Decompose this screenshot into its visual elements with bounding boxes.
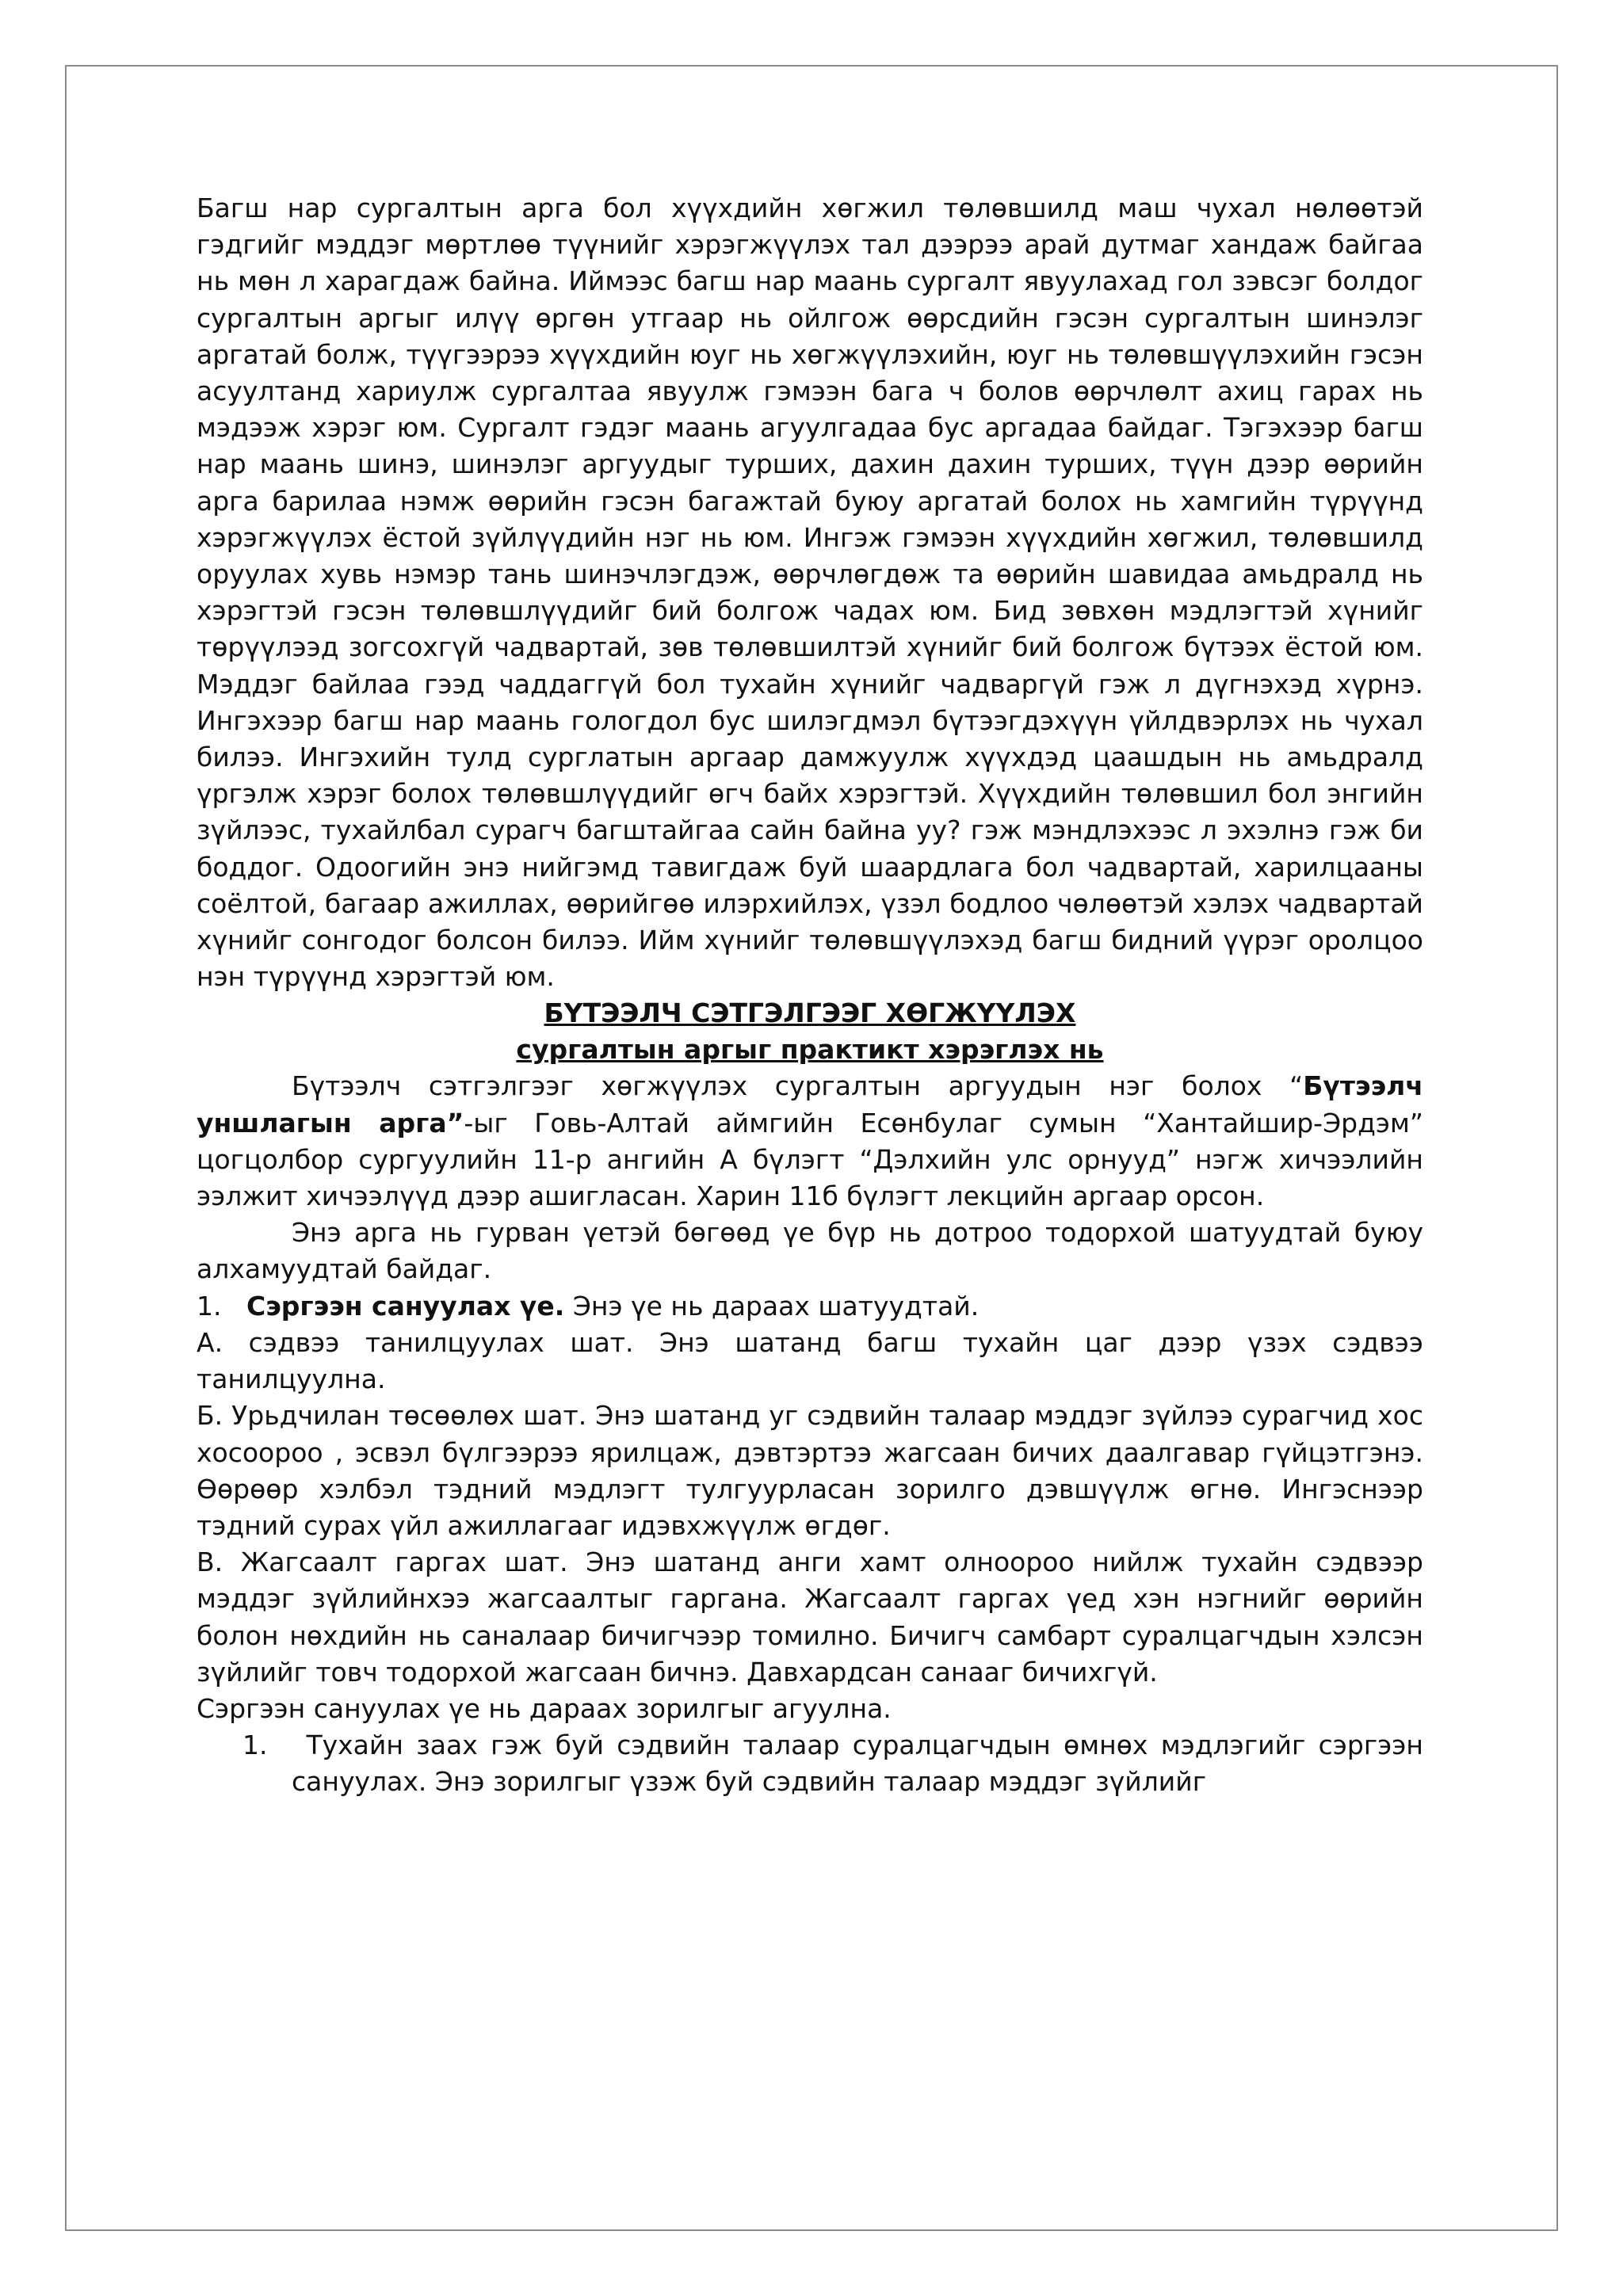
stage-1-rest: Энэ үе нь дараах шатуудтай.	[564, 1290, 980, 1322]
goal-item-1	[242, 1727, 1423, 1800]
method-name: Бүтээлч уншлагын арга”	[197, 1070, 1423, 1138]
document-body	[197, 190, 1423, 1801]
goals-intro: Сэргээн сануулах үе нь дараах зорилгыг агуулна.	[197, 1692, 892, 1724]
body-paragraph-2: Энэ арга нь гурван үетэй бөгөөд үе бүр нь дотроо тодорхой шатуудтай буюу алхамуудтай байдаг.	[197, 1217, 1423, 1285]
goal-item-1-number: 1.	[242, 1730, 268, 1761]
stage-1-title: Сэргээн сануулах үе.	[246, 1290, 565, 1322]
p1-rest: -ыг Говь-Алтай аймгийн Есөнбулаг сумын “Хантайшир-Эрдэм” цогцолбор сургуулийн 11-р ангийн А бүлэгт “Дэлхийн улс орнууд” нэгж хичээлийн ээлжит хичээлүүд дээр ашигласан. Харин 11б бүлэгт лекцийн аргаар орсон.	[197, 1107, 1423, 1212]
body-paragraph-1	[197, 1068, 1423, 1215]
stage-1	[197, 1288, 1423, 1325]
goal-item-1-text: Тухайн заах гэж буй сэдвийн талаар суралцагчдын өмнөх мэдлэгийг сэргээн сануулах. Энэ зорилгыг үзэж буй сэдвийн талаар мэддэг зүйлийг	[292, 1730, 1423, 1798]
step-a: А. сэдвээ танилцуулах шат. Энэ шатанд багш тухайн цаг дээр үзэх сэдвээ танилцуулна.	[197, 1326, 1423, 1395]
intro-paragraph: Багш нар сургалтын арга бол хүүхдийн хөгжил төлөвшилд маш чухал нөлөөтэй гэдгийг мэддэг мөртлөө түүнийг хэрэгжүүлэх тал дээрээ арай дутмаг хандаж байгаа нь мөн л харагдаж байна. Иймээс багш нар маань сургалт явуулахад гол зэвсэг болдог сургалтын аргыг илүү өргөн утгаар нь ойлгож өөрсдийн гэсэн сургалтын шинэлэг аргатай болж, түүгээрээ хүүхдийн юуг нь хөгжүүлэхийн, юуг нь төлөвшүүлэхийн гэсэн асуултанд хариулж сургалтаа явуулж гэмээн бага ч болов өөрчлөлт ахиц гарах нь мэдээж хэрэг юм. Сургалт гэдэг маань агуулгадаа бус аргадаа байдаг. Тэгэхээр багш нар маань шинэ, шинэлэг аргуудыг турших, дахин дахин турших, түүн дээр өөрийн арга барилаа нэмж өөрийн гэсэн багажтай буюу аргатай болох нь хамгийн түрүүнд хэрэгжүүлэх ёстой зүйлүүдийн нэг нь юм. Ингэж гэмээн хүүхдийн хөгжил, төлөвшилд оруулах хувь нэмэр тань шинэчлэгдэж, өөрчлөгдөж та өөрийн шавидаа амьдралд нь хэрэгтэй гэсэн төлөвшлүүдийг бий болгож чадах юм. Бид зөвхөн мэдлэгтэй хүнийг төрүүлээд зогсохгүй чадвартай, зөв төлөвшилтэй хүнийг бий болгож бүтээх ёстой юм. Мэддэг байлаа гээд чаддаггүй бол тухайн хүнийг чадваргүй гэж л дүгнэхэд хүрнэ. Ингэхээр багш нар маань гологдол бус шилэгдмэл бүтээгдэхүүн үйлдвэрлэх нь чухал билээ. Ингэхийн тулд сурглатын аргаар дамжуулж хүүхдэд цаашдын нь амьдралд үргэлж хэрэг болох төлөвшлүүдийг өгч байх хэрэгтэй. Хүүхдийн төлөвшил бол энгийн зүйлээс, тухайлбал сурагч багштайгаа сайн байна уу? гэж мэндлэхээс л эхэлнэ гэж би боддог. Одоогийн энэ нийгэмд тавигдаж буй шаардлага бол чадвартай, харилцааны соёлтой, багаар ажиллах, өөрийгөө илэрхийлэх, үзэл бодлоо чөлөөтэй хэлэх чадвартай хүнийг сонгодог болсон билээ. Ийм хүнийг төлөвшүүлэхэд багш бидний үүрэг оролцоо нэн түрүүнд хэрэгтэй юм.	[197, 193, 1423, 993]
step-c: В. Жагсаалт гаргах шат. Энэ шатанд анги хамт олноороо нийлж тухайн сэдвээр мэддэг зүйлийнхээ жагсаалтыг гаргана. Жагсаалт гаргах үед хэн нэгнийг өөрийн болон нөхдийн нь саналаар бичигчээр томилно. Бичигч самбарт суралцагчдын хэлсэн зүйлийг товч тодорхой жагсаан бичнэ. Давхардсан санааг бичихгүй.	[197, 1547, 1423, 1688]
step-b: Б. Урьдчилан төсөөлөх шат. Энэ шатанд уг сэдвийн талаар мэддэг зүйлээ сурагчид хос хосоороо , эсвэл бүлгээрээ ярилцаж, дэвтэртээ жагсаан бичих даалгавар гүйцэтгэнэ. Өөрөөр хэлбэл тэдний мэдлэгт тулгуурласан зорилго дэвшүүлж өгнө. Ингэснээр тэдний сурах үйл ажиллагааг идэвхжүүлж өгдөг.	[197, 1400, 1423, 1541]
p1-start: Бүтээлч сэтгэлгээг хөгжүүлэх сургалтын аргуудын нэг болох “	[292, 1070, 1304, 1102]
stage-1-number: 1.	[197, 1290, 222, 1322]
section-subheading: сургалтын аргыг практикт хэрэглэх нь	[516, 1034, 1104, 1066]
section-heading: БҮТЭЭЛЧ СЭТГЭЛГЭЭГ ХӨГЖҮҮЛЭХ	[544, 997, 1076, 1029]
